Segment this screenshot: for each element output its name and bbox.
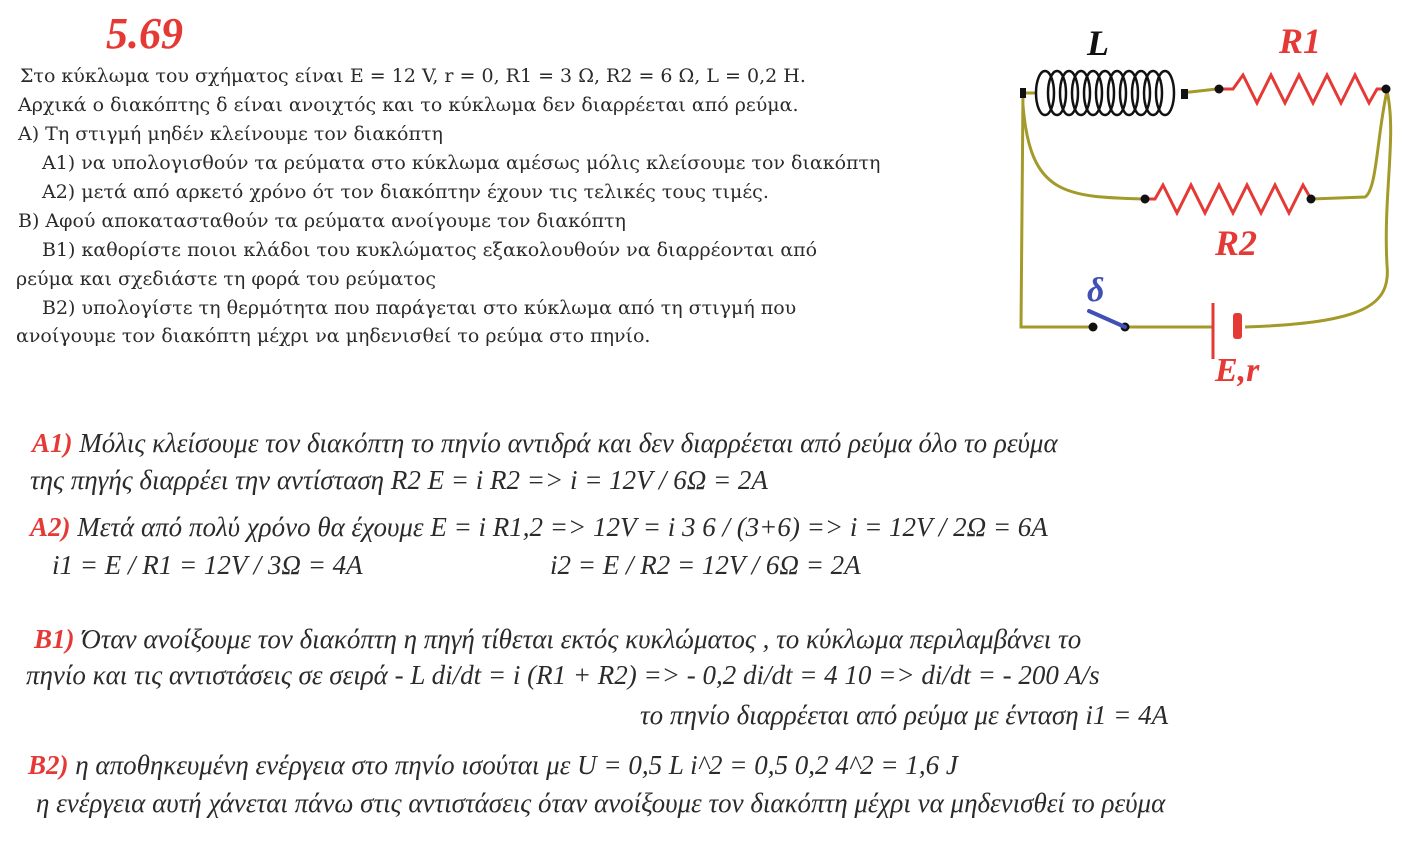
switch (1089, 311, 1130, 332)
wire-r2-left (1023, 105, 1145, 199)
solution-a2-label: A2) (30, 512, 71, 542)
solution-a2-line-2a: i1 = E / R1 = 12V / 3Ω = 4A (52, 550, 363, 580)
problem-line-6: B) Αφού αποκατασταθούν τα ρεύματα ανοίγουμε τον διακόπτη (18, 210, 626, 232)
resistor-r1 (1219, 75, 1385, 103)
solution-b1-label: B1) (34, 624, 75, 654)
problem-line-4: A1) να υπολογισθούν τα ρεύματα στο κύκλωμα αμέσως μόλις κλείσουμε τον διακόπτη (42, 152, 881, 174)
solution-b2-text: η αποθηκευμένη ενέργεια στο πηνίο ισούται με U = 0,5 L i^2 = 0,5 0,2 4^2 = 1,6 J (75, 750, 958, 780)
inductor-label: L (1087, 23, 1109, 63)
solution-b1-line-3: το πηνίο διαρρέεται από ρεύμα με ένταση i1 = 4A (640, 700, 1169, 730)
solution-b2-label: B2) (28, 750, 69, 780)
node-r1-left (1215, 85, 1224, 94)
r1-label: R1 (1279, 21, 1322, 61)
r2-label: R2 (1215, 223, 1258, 263)
problem-line-2: Αρχικά ο διακόπτης δ είναι ανοιχτός και το κύκλωμα δεν διαρρέεται από ρεύμα. (18, 94, 799, 116)
problem-line-3: A) Τη στιγμή μηδέν κλείνουμε τον διακόπτη (18, 123, 443, 145)
solution-a1-text: Μόλις κλείσουμε τον διακόπτη το πηνίο αντιδρά και δεν διαρρέεται από ρεύμα όλο το ρεύμα (79, 428, 1058, 458)
solution-b1-text: Όταν ανοίξουμε τον διακόπτη η πηγή τίθεται εκτός κυκλώματος , το κύκλωμα περιλαμβάνει το (81, 624, 1082, 654)
solution-a1-line-2: της πηγής διαρρέει την αντίσταση R2 E = i R2 => i = 12V / 6Ω = 2A (30, 465, 768, 495)
solution-a2-line-2b: i2 = E / R2 = 12V / 6Ω = 2A (550, 550, 861, 580)
problem-line-10: ανοίγουμε τον διακόπτη μέχρι να μηδενισθεί το ρεύμα στο πηνίο. (16, 325, 651, 347)
switch-label: δ (1087, 272, 1105, 309)
problem-line-5: A2) μετά από αρκετό χρόνο ότ τον διακόπτην έχουν τις τελικές τους τιμές. (42, 181, 769, 203)
battery (1213, 303, 1242, 359)
solution-b1-line-2: πηνίο και τις αντιστάσεις σε σειρά - L di/dt = i (R1 + R2) => - 0,2 di/dt = 4 10 => di/dt = - 200 A/s (26, 660, 1100, 690)
node-r1-right (1382, 85, 1391, 94)
node-r2-right (1307, 195, 1316, 204)
solution-a1-line-1 (32, 428, 1058, 459)
solution-b2-line-1 (28, 750, 958, 781)
wire-left (1021, 93, 1093, 327)
wire-r2-right (1311, 91, 1387, 199)
solution-a2-text: Μετά από πολύ χρόνο θα έχουμε E = i R1,2 => 12V = i 3 6 / (3+6) => i = 12V / 2Ω = 6A (77, 512, 1048, 542)
wire-right (1245, 91, 1391, 327)
problem-line-7: B1) καθορίστε ποιοι κλάδοι του κυκλώματος εξακολουθούν να διαρρέονται από (42, 239, 818, 261)
node-r2-left (1141, 195, 1150, 204)
problem-line-8: ρεύμα και σχεδιάστε τη φορά του ρεύματος (16, 268, 436, 290)
problem-line-1: Στο κύκλωμα του σχήματος είναι E = 12 V, r = 0, R1 = 3 Ω, R2 = 6 Ω, L = 0,2 H. (20, 65, 806, 87)
solution-b1-line-1 (34, 624, 1081, 655)
solution-a1-label: A1) (32, 428, 73, 458)
circuit-diagram (1005, 15, 1405, 395)
solution-a2-line-1 (30, 512, 1048, 543)
solution-b2-line-2: η ενέργεια αυτή χάνεται πάνω στις αντιστάσεις όταν ανοίξουμε τον διακόπτη μέχρι να μηδενισθεί το ρεύμα (36, 788, 1166, 818)
problem-line-9: B2) υπολογίστε τη θερμότητα που παράγεται στο κύκλωμα από τη στιγμή που (42, 297, 797, 319)
problem-number: 5.69 (106, 9, 183, 58)
source-label: E,r (1215, 352, 1260, 389)
resistor-r2 (1145, 185, 1311, 213)
inductor (1020, 71, 1188, 115)
